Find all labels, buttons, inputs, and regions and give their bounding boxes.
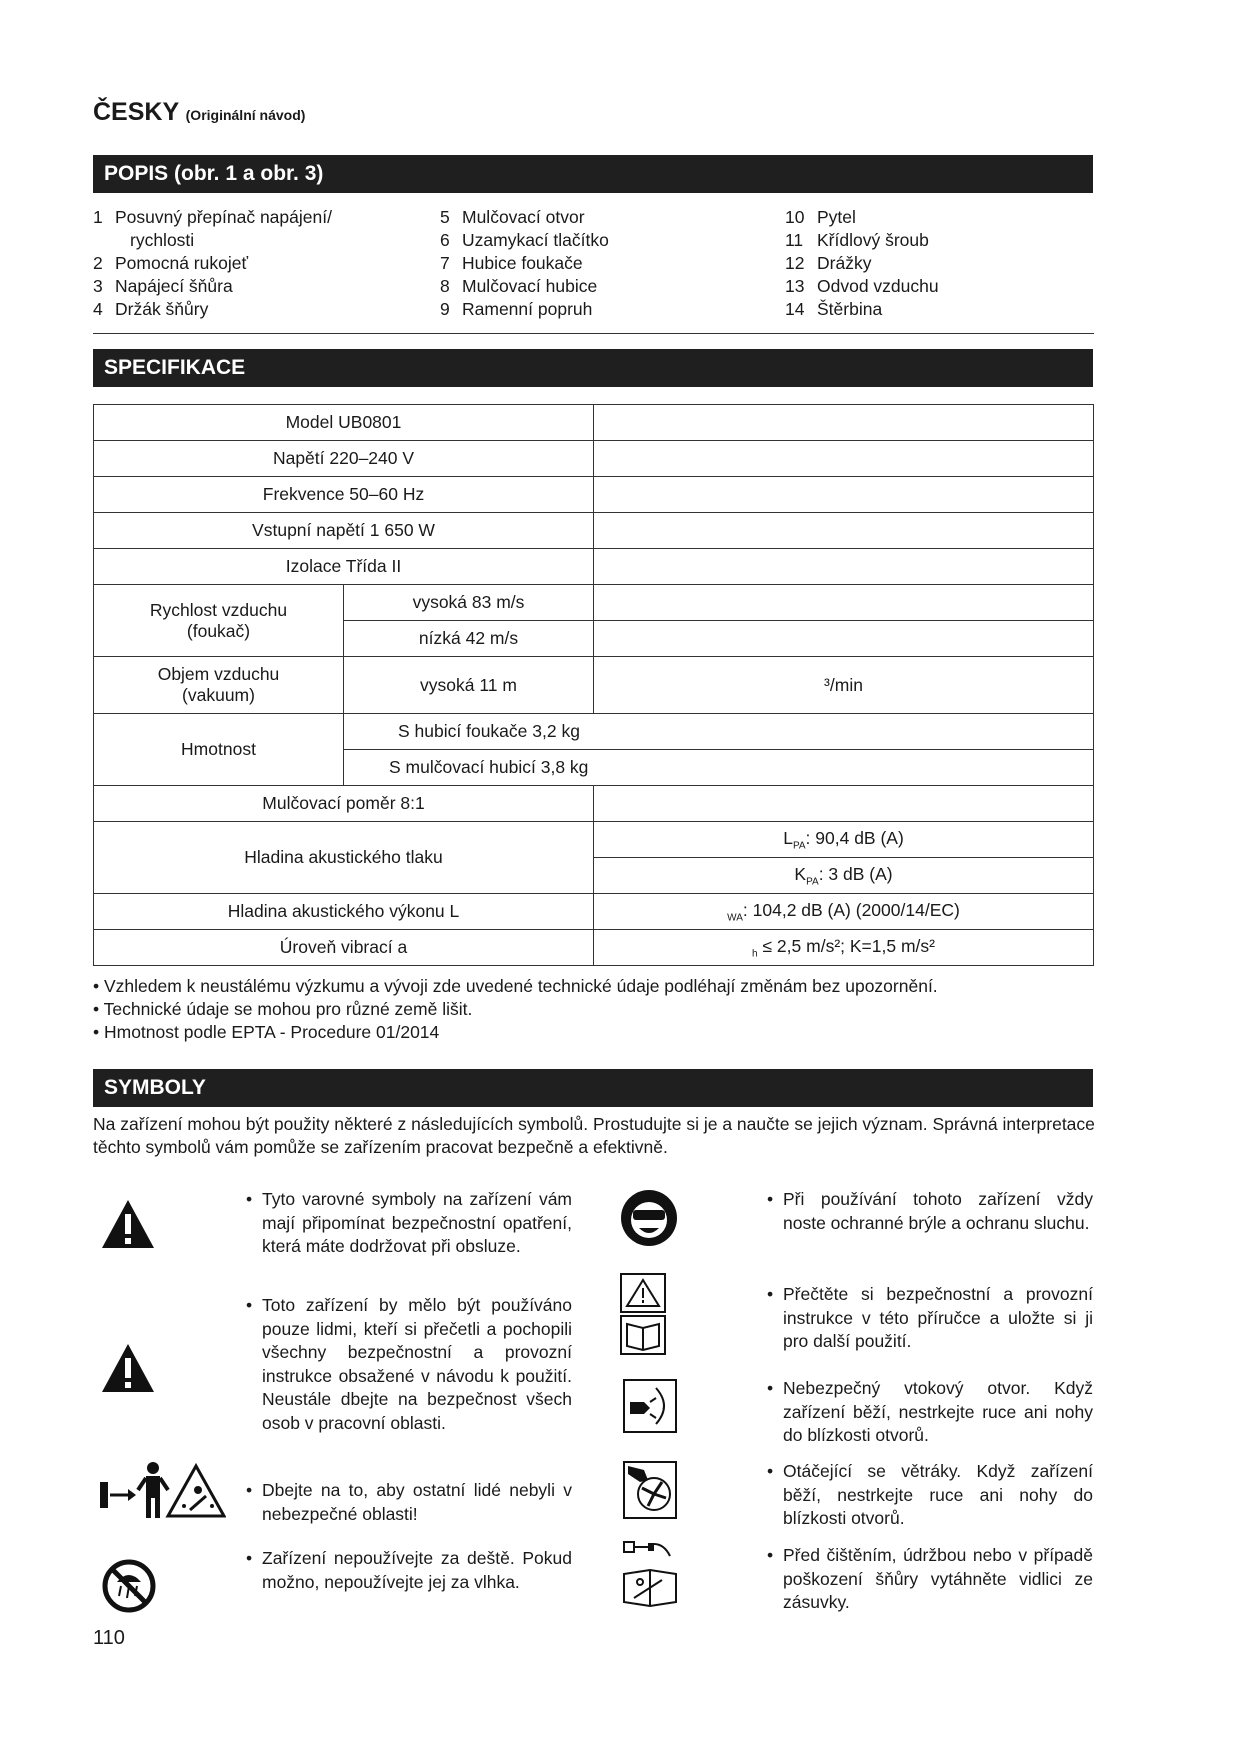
table-row	[94, 513, 1094, 549]
spec-insulation: Izolace Třída II	[94, 549, 594, 585]
table-row	[94, 441, 1094, 477]
spec-lpa: $L_{PA}$: 90,4 dB (A)	[594, 822, 1094, 858]
spec-model: Model UB0801	[94, 405, 594, 441]
eye-ear-protection-icon	[619, 1188, 679, 1248]
warning-triangle-icon	[100, 1342, 156, 1394]
table-row	[94, 657, 1094, 714]
keep-bystanders-away-icon	[98, 1460, 226, 1520]
symbol-desc-left-2: • Toto zařízení by mělo být používáno pouze lidmi, kteří si přečetli a pochopili všechny bezpečnostní a provozní instrukce obsažené v návodu k použití. Neustále dbejte na bezpečnost všech osob v pracovní oblasti.	[246, 1295, 572, 1433]
spec-air-volume-unit: ³/min	[594, 657, 1094, 714]
list-item: 9 Ramenní popruh	[440, 299, 593, 319]
table-row	[94, 786, 1094, 822]
list-item: 10 Pytel	[785, 207, 856, 227]
table-row	[94, 477, 1094, 513]
read-manual-icon	[619, 1272, 667, 1356]
list-item: 8 Mulčovací hubice	[440, 276, 598, 296]
symbols-section-bar: SYMBOLY	[93, 1069, 1093, 1107]
spec-frequency: Frekvence 50–60 Hz	[94, 477, 594, 513]
symbol-desc-left-3: • Dbejte na to, aby ostatní lidé nebyli v nebezpečné oblasti!	[246, 1480, 572, 1524]
language-title: ČESKY	[93, 98, 179, 126]
list-item: 6 Uzamykací tlačítko	[440, 230, 609, 250]
popis-column-2	[440, 206, 609, 321]
language-heading	[93, 98, 305, 127]
list-item: 14 Štěrbina	[785, 299, 883, 319]
language-subtitle: (Originální návod)	[185, 107, 306, 123]
spec-air-volume-label: Objem vzduchu (vakuum)	[94, 657, 344, 714]
list-item: 13 Odvod vzduchu	[785, 276, 939, 296]
unplug-icon	[620, 1540, 680, 1610]
table-row	[94, 405, 1094, 441]
spec-input: Vstupní napětí 1 650 W	[94, 513, 594, 549]
symbol-desc-right-5: • Před čištěním, údržbou nebo v případě poškození šňůry vytáhněte vidlici ze zásuvky.	[767, 1545, 1093, 1612]
list-item: 12 Drážky	[785, 253, 872, 273]
symbols-intro: Na zařízení mohou být použity některé z následujících symbolů. Prostudujte si je a naučte se jejich význam. Správná interpretace těchto symbolů vám pomůže se zařízením pracovat bezpečně a efektivně.	[93, 1114, 1095, 1157]
list-item: 5 Mulčovací otvor	[440, 207, 585, 227]
symbol-desc-left-4: • Zařízení nepoužívejte za deště. Pokud možno, nepoužívejte jej za vlhka.	[246, 1548, 572, 1592]
table-row	[94, 714, 1094, 750]
spec-weight-label: Hmotnost	[94, 714, 344, 786]
spec-weight-mulch: S mulčovací hubicí 3,8 kg	[344, 750, 1094, 786]
spec-mulch-ratio: Mulčovací poměr 8:1	[94, 786, 594, 822]
spec-kpa: $K_{PA}$: 3 dB (A)	[594, 858, 1094, 894]
warning-triangle-icon	[100, 1198, 156, 1250]
symbol-desc-right-2: • Přečtěte si bezpečnostní a provozní instrukce v této příručce a uložte si ji pro další použití.	[767, 1284, 1093, 1351]
list-item: 1 Posuvný přepínač napájení/	[93, 207, 332, 227]
table-row	[94, 549, 1094, 585]
spec-weight-blower: S hubicí foukače 3,2 kg	[344, 714, 1094, 750]
spec-air-speed-label: Rychlost vzduchu (foukač)	[94, 585, 344, 657]
spec-air-speed-low: nízká 42 m/s	[344, 621, 594, 657]
list-item: 4 Držák šňůry	[93, 299, 209, 319]
table-row	[94, 585, 1094, 621]
spec-table	[93, 404, 1094, 966]
spec-notes	[93, 975, 938, 1044]
spec-air-speed-high: vysoká 83 m/s	[344, 585, 594, 621]
note-item: • Technické údaje se mohou pro různé země lišit.	[93, 999, 473, 1019]
rotating-fan-icon	[622, 1460, 678, 1520]
table-row	[94, 930, 1094, 966]
spec-voltage: Napětí 220–240 V	[94, 441, 594, 477]
list-item: 2 Pomocná rukojeť	[93, 253, 249, 273]
spec-section-bar: SPECIFIKACE	[93, 349, 1093, 387]
spec-air-volume-high: vysoká 11 m	[344, 657, 594, 714]
popis-column-1	[93, 206, 332, 321]
popis-section-bar: POPIS (obr. 1 a obr. 3)	[93, 155, 1093, 193]
symbol-desc-right-1: • Při používání tohoto zařízení vždy noste ochranné brýle a ochranu sluchu.	[767, 1189, 1093, 1233]
list-item: 3 Napájecí šňůra	[93, 276, 233, 296]
symbol-desc-left-1: • Tyto varovné symboly na zařízení vám mají připomínat bezpečnostní opatření, která máte dodržovat při obsluze.	[246, 1189, 572, 1256]
note-item: • Hmotnost podle EPTA - Procedure 01/2014	[93, 1022, 440, 1042]
spec-vibration-label: Úroveň vibrací a	[94, 930, 594, 966]
symbol-desc-right-3: • Nebezpečný vtokový otvor. Když zařízení běží, nestrkejte ruce ani nohy do blízkosti otvorů.	[767, 1378, 1093, 1445]
spec-pressure-label: Hladina akustického tlaku	[94, 822, 594, 894]
table-row	[94, 822, 1094, 858]
no-rain-icon	[101, 1558, 157, 1614]
list-item: 11 Křídlový šroub	[785, 230, 929, 250]
spec-vibration-value: $_h$ ≤ 2,5 m/s²; K=1,5 m/s²	[594, 930, 1094, 966]
list-item: 7 Hubice foukače	[440, 253, 583, 273]
note-item: • Vzhledem k neustálému výzkumu a vývoji zde uvedené technické údaje podléhají změnám bez upozornění.	[93, 976, 938, 996]
popis-column-3	[785, 206, 939, 321]
intake-hazard-icon	[622, 1378, 678, 1434]
table-row	[94, 894, 1094, 930]
spec-power-label: Hladina akustického výkonu L	[94, 894, 594, 930]
page-number: 110	[93, 1627, 125, 1649]
symbol-desc-right-4: • Otáčející se větráky. Když zařízení běží, nestrkejte ruce ani nohy do blízkosti otvorů.	[767, 1461, 1093, 1528]
section-divider	[93, 333, 1094, 334]
spec-power-value: $_{WA}$: 104,2 dB (A) (2000/14/EC)	[594, 894, 1094, 930]
list-item-continuation: rychlosti	[130, 230, 195, 250]
